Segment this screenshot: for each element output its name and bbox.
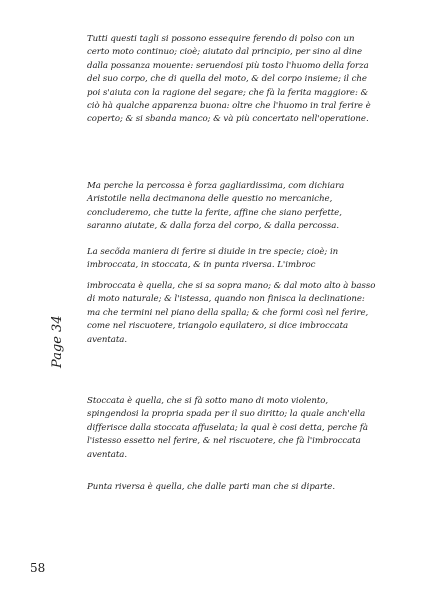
paragraph-imbroccata: imbroccata è quella, che si sa sopra mano; & dal moto alto à basso di moto naturale; & l'istessa, quando non finisca la declinatione: ma che termini nel piano della spalla; & che formi così nel ferire, come nel riscuotere, triangolo equilatero, si dice imbroccata aventata.: [87, 281, 376, 345]
page-number: 58: [30, 561, 46, 575]
paragraph-percossa: Ma perche la percossa è forza gagliardissima, com dichiara Aristotile nella decimanona delle questio no mercaniche, concluderemo, che tutte la ferite, affine che siano perfette, saranno aiutate, & dalla forza del corpo, & dalla percossa.: [87, 181, 345, 232]
paragraph-punta-riversa: Punta riversa è quella, che dalle parti man che si diparte.: [87, 482, 336, 492]
paragraph-seconda-maniera: La secõda maniera di ferire si diuide in tre specie; cioè; in imbroccata, in stoccata, & in punta riversa. L'imbroc: [87, 247, 339, 271]
paragraph-stoccata: Stoccata è quella, che si fà sotto mano di moto violento, spingendosi la propria spada per il suo diritto; la quale anch'ella differisce dalla stoccata affuselata; la qual è cosi detta, perche fà l'istesso essetto nel ferire, & nel riscuotere, che fà l'imbroccata aventata.: [87, 396, 368, 460]
paragraph-tagli: Tutti questi tagli si possono essequire ferendo di polso con un certo moto continuo; cioè; aiutato dal principio, per sino al dine dalla possanza mouente: seruendosi più tosto l'huomo della forza del suo corpo, che di quella del moto, & del corpo insieme; il che poi s'aiuta con la ragione del segare; che fà la ferita maggiore: & ciò hà qualche apparenza buona: oltre che l'huomo in tral ferire è coperto; & si sbanda manco; & và più concertato nell'operatione.: [87, 34, 371, 125]
side-page-label: Page 34: [50, 315, 65, 368]
